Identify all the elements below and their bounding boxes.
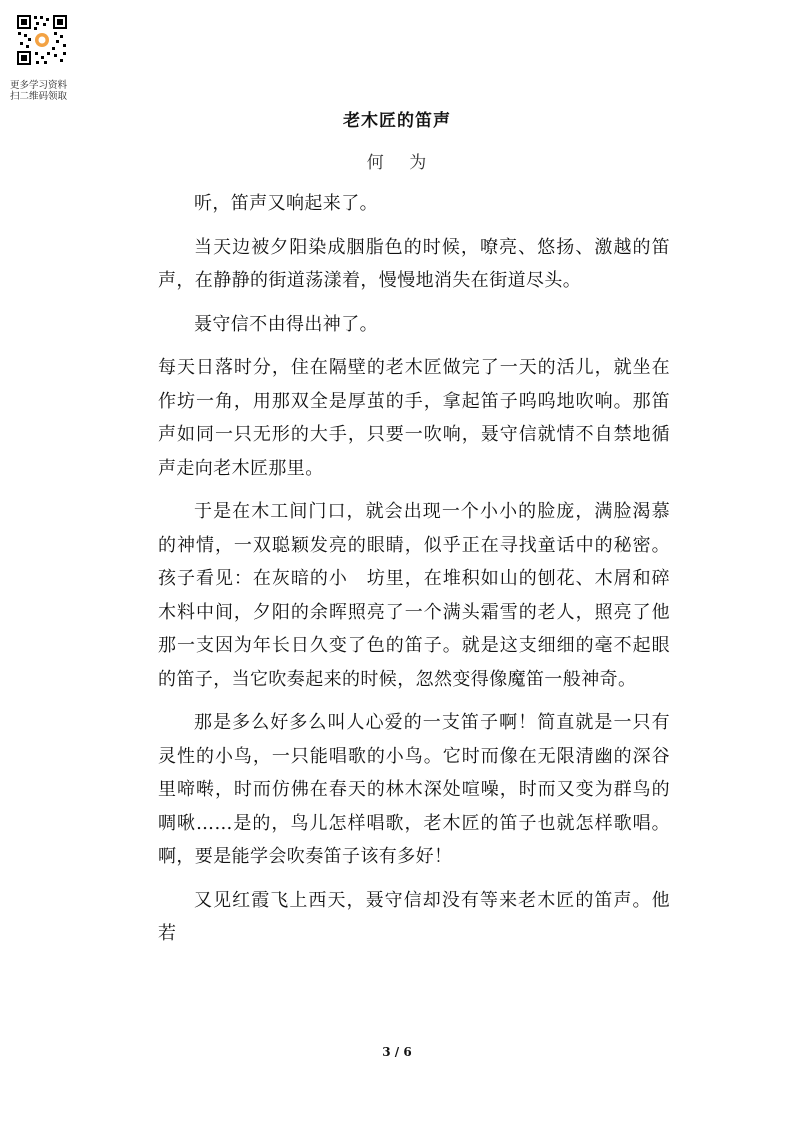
qr-caption-line1: 更多学习资料 bbox=[10, 80, 68, 91]
paragraph: 当天边被夕阳染成胭脂色的时候，嘹亮、悠扬、激越的笛声，在静静的街道荡漾着，慢慢地消失在街道尽头。 bbox=[158, 236, 670, 291]
paragraph: 聂守信不由得出神了。 bbox=[194, 313, 378, 335]
article-author bbox=[0, 148, 794, 173]
article-body bbox=[158, 187, 670, 961]
paragraph: 又见红霞飞上西天，聂守信却没有等来老木匠的笛声。他若 bbox=[158, 889, 670, 944]
qr-caption bbox=[10, 80, 90, 102]
article-title: 老木匠的笛声 bbox=[343, 111, 451, 131]
paragraph: 听，笛声又响起来了。 bbox=[194, 193, 378, 214]
qr-caption-line2: 扫二维码领取 bbox=[10, 91, 68, 102]
qr-code-icon bbox=[16, 14, 68, 66]
paragraph: 于是在木工间门口，就会出现一个小小的脸庞，满脸渴慕的神情，一双聪颖发亮的眼睛，似乎正在寻找童话中的秘密。孩子看见：在灰暗的小 坊里，在堆积如山的刨花、木屑和碎木料中间，夕阳的余晖照亮了一个满头霜雪的老人，照亮了他那一支因为年长日久变了色的笛子。就是这支细细的毫不起眼的笛子，当它吹奏起来的时候，忽然变得像魔笛一般神奇。 bbox=[158, 501, 670, 690]
page-number: 3 / 6 bbox=[382, 1045, 412, 1059]
paragraph: 那是多么好多么叫人心爱的一支笛子啊！简直就是一只有灵性的小鸟，一只能唱歌的小鸟。它时而像在无限清幽的深谷里啼啭，时而仿佛在春天的林木深处喧噪，时而又变为群鸟的啁啾……是的，鸟儿怎样唱歌，老木匠的笛子也就怎样歌唱。啊，要是能学会吹奏笛子该有多好！ bbox=[158, 712, 670, 867]
paragraph: 每天日落时分，住在隔壁的老木匠做完了一天的活儿，就坐在作坊一角，用那双全是厚茧的手，拿起笛子呜呜地吹响。那笛声如同一只无形的大手，只要一吹响，聂守信就情不自禁地循声走向老木匠那里。 bbox=[158, 357, 670, 479]
qr-code bbox=[16, 14, 68, 66]
author-char: 何 bbox=[366, 153, 385, 173]
author-char: 为 bbox=[409, 153, 428, 173]
